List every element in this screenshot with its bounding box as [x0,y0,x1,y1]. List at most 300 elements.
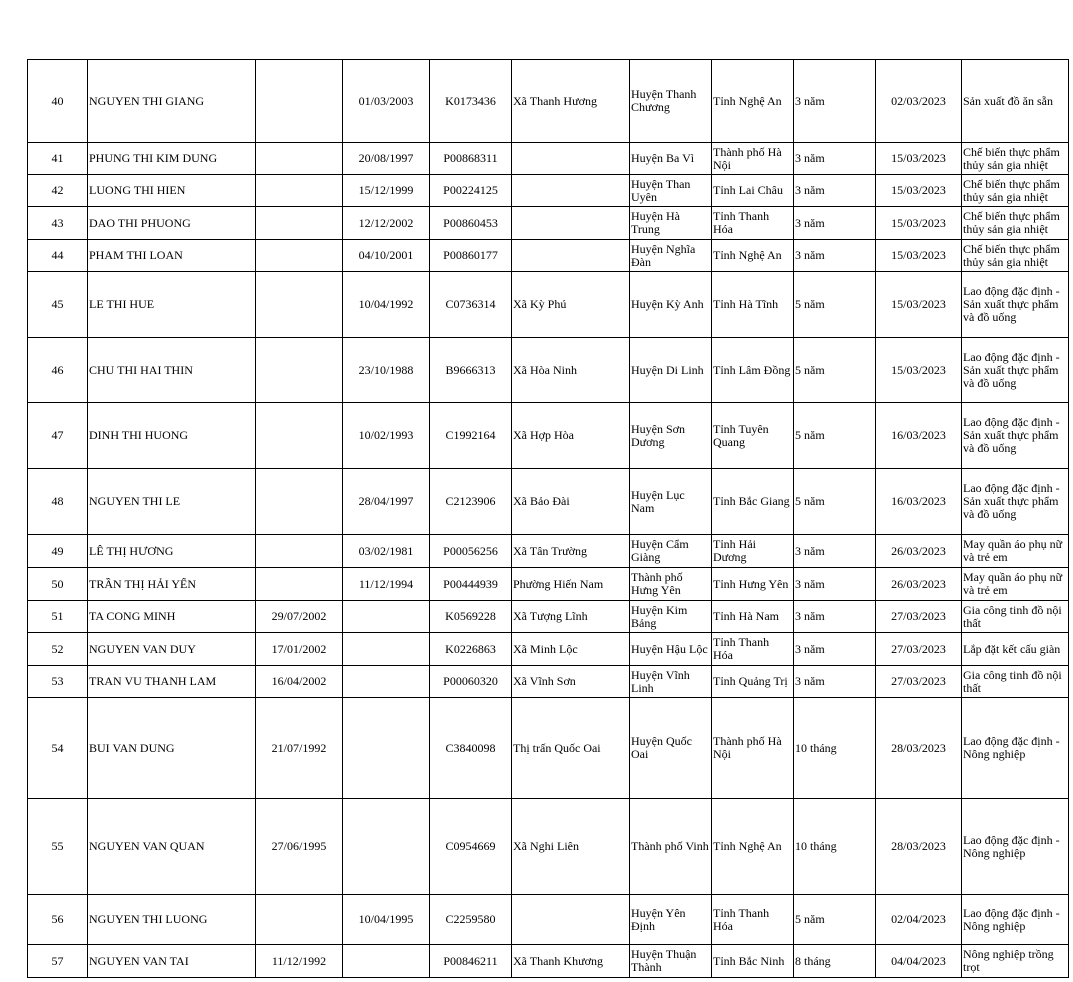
contract-duration-cell [794,207,876,240]
province-cell [712,945,794,978]
district: Huyện Ba Vì [631,152,695,165]
birth-date-female-cell [343,698,430,799]
job-title-cell [962,799,1069,895]
exit-date-cell [876,568,962,601]
province-cell [712,633,794,666]
commune-cell [512,60,630,143]
passport-number-cell [430,633,512,666]
contract-duration: 3 năm [795,675,825,688]
commune-cell [512,666,630,698]
contract-duration-cell [794,799,876,895]
contract-duration-cell [794,666,876,698]
district: Huyện Lục Nam [631,488,685,515]
birth-date-female: 11/12/1994 [358,577,414,591]
worker-name: TA CONG MINH [89,610,176,623]
exit-date: 15/03/2023 [891,184,946,197]
row-number: 57 [51,954,64,968]
passport-number-cell [430,945,512,978]
worker-name-cell [88,698,256,799]
passport-number-cell [430,60,512,143]
contract-duration-cell [794,60,876,143]
passport-number-cell [430,272,512,338]
district-cell [630,799,712,895]
district: Huyện Hậu Lộc [631,642,708,656]
worker-name-cell [88,175,256,207]
district-cell [630,143,712,175]
passport-number-cell [430,799,512,895]
district-cell [630,272,712,338]
birth-date-male: 17/01/2002 [271,642,327,656]
birth-date-female-cell [343,945,430,978]
exit-date-cell [876,60,962,143]
contract-duration: 3 năm [795,544,825,558]
worker-name-cell [88,568,256,601]
district: Huyện Thuận Thành [631,948,697,974]
job-title-cell [962,143,1069,175]
exit-date-cell [876,666,962,698]
district: Huyện Nghĩa Đàn [631,242,696,269]
birth-date-male: 16/04/2002 [271,675,327,688]
table-row [28,601,1069,633]
district-cell [630,601,712,633]
district-cell [630,240,712,272]
worker-name: NGUYEN VAN DUY [89,642,196,656]
district: Huyện Kim Bảng [631,603,688,630]
table-row [28,799,1069,895]
birth-date-male-cell [256,175,343,207]
exit-date-cell [876,338,962,403]
row-number: 41 [51,152,64,165]
contract-duration: 3 năm [795,184,825,197]
job-title: Gia công tinh đồ nội thất [963,603,1062,630]
commune-cell [512,633,630,666]
birth-date-female: 10/04/1995 [358,913,414,926]
worker-name: PHAM THI LOAN [89,249,183,262]
passport-number-cell [430,535,512,568]
district-cell [630,60,712,143]
commune: Phường Hiến Nam [513,577,604,591]
commune-cell [512,272,630,338]
birth-date-female-cell [343,60,430,143]
birth-date-male-cell [256,945,343,978]
contract-duration-cell [794,338,876,403]
birth-date-male-cell [256,207,343,240]
row-number: 49 [51,544,64,558]
birth-date-female: 12/12/2002 [358,216,414,230]
contract-duration-cell [794,403,876,469]
province-cell [712,403,794,469]
exit-date: 28/03/2023 [891,840,946,853]
district-cell [630,698,712,799]
passport-number: K0226863 [445,642,496,656]
job-title: Lao động đặc định - Sản xuất thực phẩm và đồ uống [963,350,1060,390]
commune-cell [512,143,630,175]
exit-date: 27/03/2023 [891,642,946,656]
row-number-cell [28,469,88,535]
contract-duration-cell [794,143,876,175]
row-number: 45 [51,298,64,311]
passport-number: C2123906 [445,495,496,508]
exit-date-cell [876,175,962,207]
table-row [28,60,1069,143]
province-cell [712,207,794,240]
job-title: Lao động đặc định - Nông nghiệp [963,735,1060,761]
district-cell [630,633,712,666]
birth-date-female-cell [343,403,430,469]
row-number: 47 [51,429,64,442]
exit-date: 02/04/2023 [891,913,946,926]
district: Huyện Yên Định [631,906,686,933]
commune: Xã Nghi Liên [513,840,579,853]
commune: Xã Minh Lộc [513,642,578,656]
district-cell [630,175,712,207]
exit-date: 15/03/2023 [891,216,946,230]
table-row [28,698,1069,799]
district: Thành phố Hưng Yên [631,571,683,597]
contract-duration: 3 năm [795,152,825,165]
job-title-cell [962,469,1069,535]
district: Huyện Vĩnh Linh [631,668,690,695]
worker-name: LE THI HUE [89,298,155,311]
birth-date-female: 15/12/1999 [358,184,414,197]
passport-number-cell [430,175,512,207]
worker-name-cell [88,666,256,698]
table-row [28,633,1069,666]
job-title-cell [962,403,1069,469]
row-number-cell [28,633,88,666]
job-title-cell [962,272,1069,338]
exit-date: 16/03/2023 [891,429,946,442]
birth-date-male: 11/12/1992 [271,954,327,968]
exit-date-cell [876,403,962,469]
birth-date-female: 04/10/2001 [358,249,414,262]
table-row [28,272,1069,338]
contract-duration-cell [794,469,876,535]
worker-name: NGUYEN VAN TAI [89,954,189,968]
contract-duration-cell [794,568,876,601]
commune: Xã Hòa Ninh [513,363,577,377]
table-row [28,240,1069,272]
passport-number-cell [430,338,512,403]
row-number-cell [28,240,88,272]
worker-name: TRAN VU THANH LAM [89,675,217,688]
passport-number: C2259580 [445,913,496,926]
table-row [28,207,1069,240]
worker-name: TRẦN THỊ HẢI YẾN [89,577,196,591]
province: Tỉnh Bắc Giang [713,495,790,508]
row-number-cell [28,895,88,945]
exit-date-cell [876,240,962,272]
commune-cell [512,568,630,601]
district: Huyện Cẩm Giàng [631,538,689,564]
passport-number: B9666313 [445,363,496,377]
passport-number: P00860453 [443,216,498,230]
contract-duration: 3 năm [795,216,825,230]
exit-date-cell [876,207,962,240]
province: Thành phố Hà Nội [713,735,782,761]
row-number-cell [28,207,88,240]
worker-name-cell [88,272,256,338]
passport-number: C1992164 [445,429,496,442]
commune: Xã Vĩnh Sơn [513,675,576,688]
commune-cell [512,207,630,240]
job-title: May quần áo phụ nữ và trẻ em [963,571,1063,597]
worker-name-cell [88,403,256,469]
job-title: Lao động đặc định - Nông nghiệp [963,906,1060,933]
worker-name: NGUYEN THI GIANG [89,94,205,108]
commune-cell [512,601,630,633]
birth-date-female-cell [343,568,430,601]
commune-cell [512,240,630,272]
job-title-cell [962,895,1069,945]
province-cell [712,175,794,207]
district: Huyện Sơn Dương [631,422,686,449]
birth-date-male-cell [256,240,343,272]
exit-date: 27/03/2023 [891,675,946,688]
row-number: 48 [51,495,64,508]
province-cell [712,666,794,698]
province: Tỉnh Bắc Ninh [713,954,785,968]
contract-duration: 10 tháng [795,840,837,853]
row-number-cell [28,799,88,895]
birth-date-female-cell [343,272,430,338]
district: Huyện Di Linh [631,363,704,377]
row-number-cell [28,666,88,698]
commune-cell [512,895,630,945]
birth-date-male: 21/07/1992 [271,741,327,755]
district-cell [630,666,712,698]
row-number-cell [28,601,88,633]
table-row [28,143,1069,175]
worker-name-cell [88,945,256,978]
worker-name-cell [88,338,256,403]
birth-date-male-cell [256,535,343,568]
province-cell [712,601,794,633]
row-number: 54 [51,741,64,755]
exit-date: 27/03/2023 [891,610,946,623]
exit-date-cell [876,469,962,535]
worker-name-cell [88,601,256,633]
exit-date: 26/03/2023 [891,577,946,591]
contract-duration-cell [794,945,876,978]
birth-date-female: 28/04/1997 [358,495,414,508]
passport-number-cell [430,601,512,633]
job-title-cell [962,698,1069,799]
worker-name-cell [88,143,256,175]
contract-duration: 3 năm [795,642,825,656]
birth-date-male-cell [256,633,343,666]
row-number: 56 [51,913,64,926]
passport-number: P00056256 [443,544,498,558]
birth-date-female-cell [343,535,430,568]
table-row [28,535,1069,568]
worker-name-cell [88,799,256,895]
row-number: 55 [51,840,64,853]
row-number: 43 [51,216,64,230]
contract-duration-cell [794,240,876,272]
row-number-cell [28,698,88,799]
table-row [28,175,1069,207]
passport-number-cell [430,240,512,272]
commune-cell [512,799,630,895]
province-cell [712,469,794,535]
exit-date-cell [876,143,962,175]
province: Tỉnh Hải Dương [713,538,756,564]
job-title-cell [962,207,1069,240]
table-row [28,568,1069,601]
birth-date-male: 27/06/1995 [271,840,327,853]
row-number: 51 [51,610,64,623]
worker-name-cell [88,469,256,535]
job-title-cell [962,240,1069,272]
passport-number: P00060320 [443,675,498,688]
passport-number-cell [430,403,512,469]
province-cell [712,799,794,895]
province: Tỉnh Nghệ An [713,249,782,262]
passport-number-cell [430,666,512,698]
exit-date-cell [876,698,962,799]
birth-date-female-cell [343,240,430,272]
province: Tỉnh Hà Tĩnh [713,298,779,311]
worker-name: LÊ THỊ HƯƠNG [89,544,174,558]
table-row [28,666,1069,698]
province: Tỉnh Lai Châu [713,184,783,197]
province: Tỉnh Hưng Yên [713,577,789,591]
birth-date-male-cell [256,272,343,338]
district: Huyện Quốc Oai [631,735,692,761]
birth-date-female: 10/04/1992 [358,298,414,311]
commune: Xã Thanh Hương [513,94,597,108]
exit-date-cell [876,945,962,978]
birth-date-female-cell [343,799,430,895]
exit-date: 26/03/2023 [891,544,946,558]
passport-number: P00846211 [443,954,498,968]
province: Tỉnh Thanh Hóa [713,636,770,662]
worker-name: NGUYEN THI LUONG [89,913,208,926]
district-cell [630,895,712,945]
contract-duration: 5 năm [795,298,825,311]
job-title: Chế biến thực phẩm thủy sản gia nhiệt [963,177,1060,204]
row-number-cell [28,143,88,175]
exit-date: 15/03/2023 [891,152,946,165]
row-number-cell [28,403,88,469]
commune-cell [512,338,630,403]
exit-date: 16/03/2023 [891,495,946,508]
worker-name: DAO THI PHUONG [89,216,191,230]
worker-list-table [27,59,1069,978]
exit-date-cell [876,601,962,633]
job-title: Chế biến thực phẩm thủy sản gia nhiệt [963,145,1060,172]
district-cell [630,945,712,978]
worker-name-cell [88,895,256,945]
exit-date-cell [876,799,962,895]
district: Huyện Thanh Chương [631,88,697,114]
contract-duration: 3 năm [795,94,825,108]
contract-duration: 3 năm [795,577,825,591]
exit-date-cell [876,272,962,338]
row-number-cell [28,568,88,601]
birth-date-male-cell [256,60,343,143]
birth-date-male-cell [256,895,343,945]
commune: Xã Tượng Lĩnh [513,610,588,623]
district-cell [630,568,712,601]
job-title: Sản xuất đồ ăn sẵn [963,94,1053,108]
job-title: May quần áo phụ nữ và trẻ em [963,538,1063,564]
row-number-cell [28,272,88,338]
district-cell [630,535,712,568]
district: Huyện Than Uyên [631,177,691,204]
contract-duration: 3 năm [795,610,825,623]
passport-number: P00868311 [443,152,498,165]
table-row [28,403,1069,469]
contract-duration: 5 năm [795,363,825,377]
birth-date-female: 20/08/1997 [358,152,414,165]
district-cell [630,469,712,535]
job-title-cell [962,945,1069,978]
job-title-cell [962,633,1069,666]
province: Tỉnh Thanh Hóa [713,906,770,933]
contract-duration-cell [794,895,876,945]
exit-date-cell [876,535,962,568]
worker-name-cell [88,633,256,666]
passport-number-cell [430,568,512,601]
contract-duration: 3 năm [795,249,825,262]
commune-cell [512,698,630,799]
contract-duration: 5 năm [795,913,825,926]
province-cell [712,568,794,601]
birth-date-female: 10/02/1993 [358,429,414,442]
birth-date-female-cell [343,601,430,633]
passport-number: P00860177 [443,249,498,262]
row-number-cell [28,535,88,568]
province: Tỉnh Quảng Trị [713,675,788,688]
job-title: Lao động đặc định - Sản xuất thực phẩm và đồ uống [963,285,1060,324]
job-title: Lắp đặt kết cấu giàn [963,642,1061,656]
contract-duration: 10 tháng [795,741,837,755]
worker-name-cell [88,240,256,272]
row-number: 42 [51,184,64,197]
province: Tỉnh Hà Nam [713,610,779,623]
birth-date-female-cell [343,175,430,207]
birth-date-male-cell [256,403,343,469]
commune-cell [512,469,630,535]
birth-date-male: 29/07/2002 [271,610,327,623]
job-title-cell [962,568,1069,601]
passport-number: C3840098 [445,741,496,755]
worker-name: PHUNG THI KIM DUNG [89,152,218,165]
district-cell [630,338,712,403]
contract-duration-cell [794,272,876,338]
birth-date-female-cell [343,338,430,403]
district: Thành phố Vinh [631,840,709,853]
contract-duration-cell [794,175,876,207]
passport-number: K0173436 [445,94,496,108]
commune: Xã Kỳ Phú [513,298,567,311]
district: Huyện Hà Trung [631,210,680,236]
table-row [28,895,1069,945]
job-title-cell [962,338,1069,403]
table-row [28,469,1069,535]
passport-number-cell [430,143,512,175]
exit-date: 02/03/2023 [891,94,946,108]
province-cell [712,535,794,568]
job-title: Lao động đặc định - Sản xuất thực phẩm và đồ uống [963,416,1060,455]
worker-name: DINH THI HUONG [89,429,189,442]
commune: Xã Tân Trường [513,544,587,558]
row-number: 50 [51,577,64,591]
passport-number: P00444939 [443,577,498,591]
province-cell [712,60,794,143]
